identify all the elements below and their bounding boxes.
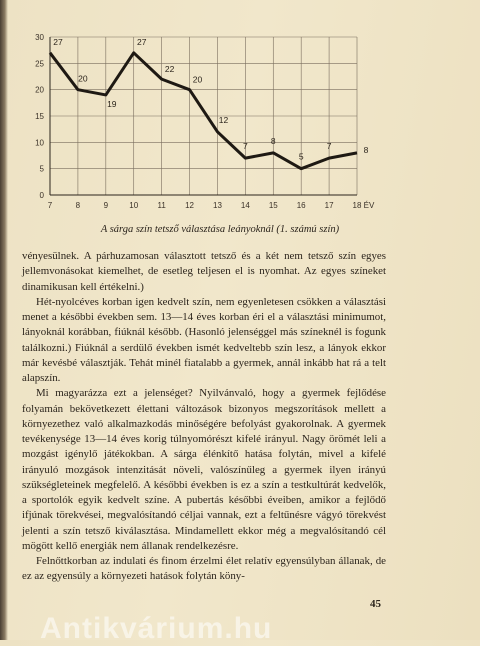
paragraph: vényesülnek. A párhuzamosan választott tetsző és a két nem tetsző szín egyes jellemvonásokat kiemelhet, de esetleg teljesen el is nyomhat. Az egyes színeket dinamikusan kell értékelni.): [22, 250, 386, 293]
paragraph: Felnőttkorban az indulati és finom érzelmi élet relatív egyensúlyban állanak, de ez az egyensúly a környezeti hatások folytán köny-: [22, 555, 386, 583]
data-label: 7: [242, 141, 248, 152]
chart-svg: [22, 20, 392, 220]
y-tick-label: 15: [35, 112, 44, 121]
y-tick-label: 20: [35, 85, 44, 95]
x-axis-label: ÉV: [363, 201, 375, 210]
data-label: 8: [363, 144, 369, 155]
x-tick-label: 18: [352, 201, 362, 210]
x-tick-label: 12: [185, 201, 194, 210]
data-label: 12: [218, 114, 229, 125]
data-label: 27: [136, 36, 147, 47]
x-tick-label: 11: [157, 201, 166, 210]
y-tick-label: 30: [35, 33, 44, 42]
data-label: 20: [78, 73, 88, 84]
data-label: 27: [53, 36, 63, 47]
x-tick-label: 17: [324, 201, 334, 210]
data-label: 22: [164, 64, 175, 75]
paragraph: Hét-nyolcéves korban igen kedvelt szín, nem egyenletesen csökken a választási menet a későbbi években sem. 13—14 éves korban éri el a választási minimumot, lányoknál korábban, fiúknál később. (Hasonló jelenséggel más színeknél is fogunk találkozni.) Fiúknál a serdülő években ismét kedveltebb szín lesz, a lányok ekkor már kevésbé választják. Tehát minél fiatalabb a gyermek, annál inkább hat rá a telt alapszín.: [22, 295, 386, 384]
data-label: 7: [326, 141, 332, 152]
page-number: 45: [370, 598, 381, 610]
data-label: 19: [107, 98, 117, 109]
x-tick-label: 7: [47, 201, 53, 210]
y-tick-label: 10: [35, 138, 44, 148]
x-tick-label: 8: [75, 201, 81, 210]
body-text: [22, 249, 386, 585]
paragraph: Mi magyarázza ezt a jelenséget? Nyilvánvaló, hogy a gyermek fejlődése folyamán bekövetkezett élettani változások bizonyos megszorítások mellett a környezethez való alkalmazkodás minőségére befolyást gyakorolnak. A gyermek tevékenysége 13—14 éves korig túlnyomórészt kifelé irányul. Nagy örömét leli a mozgást igénylő játékokban. A sárga élénkítő hatása folytán, mivel a kifelé irányuló mozgások intenzitását növeli, valószínűleg a gyermek ilyen irányú szükségleteinek megfelelő. A későbbi években is ez a szín a testkultúrát kedvelők, a sportolók egyik kedvelt színe. A pubertás későbbi éveiben, amikor a fejlődő ifjúnak törekvései, megvalósítandó céljai vannak, ezt a feltűnésre vágyó törekvést jelenti a szín tetsző kiválasztása. Mindamellett ekkor még a megvalósítandó cél mögött kellő energiák nem állanak rendelkezésre.: [22, 387, 386, 552]
series-line: [50, 53, 357, 169]
y-tick-label: 0: [39, 191, 44, 200]
watermark-logo: Antikvárium.hu: [40, 612, 273, 645]
line-chart: [22, 20, 392, 220]
x-tick-label: 10: [129, 201, 139, 210]
x-tick-label: 9: [103, 201, 109, 210]
x-tick-label: 16: [296, 201, 306, 210]
y-tick-label: 5: [39, 164, 44, 174]
x-tick-label: 15: [268, 201, 278, 210]
y-tick-label: 25: [35, 59, 44, 69]
data-label: 5: [298, 151, 304, 162]
x-tick-label: 14: [240, 201, 250, 210]
page-binding-edge: [0, 0, 8, 640]
x-tick-label: 13: [213, 201, 222, 210]
chart-caption: A sárga szín tetsző választása leányoknál (1. számú szín): [100, 224, 340, 235]
data-label: 8: [270, 135, 276, 146]
data-label: 20: [192, 74, 203, 85]
